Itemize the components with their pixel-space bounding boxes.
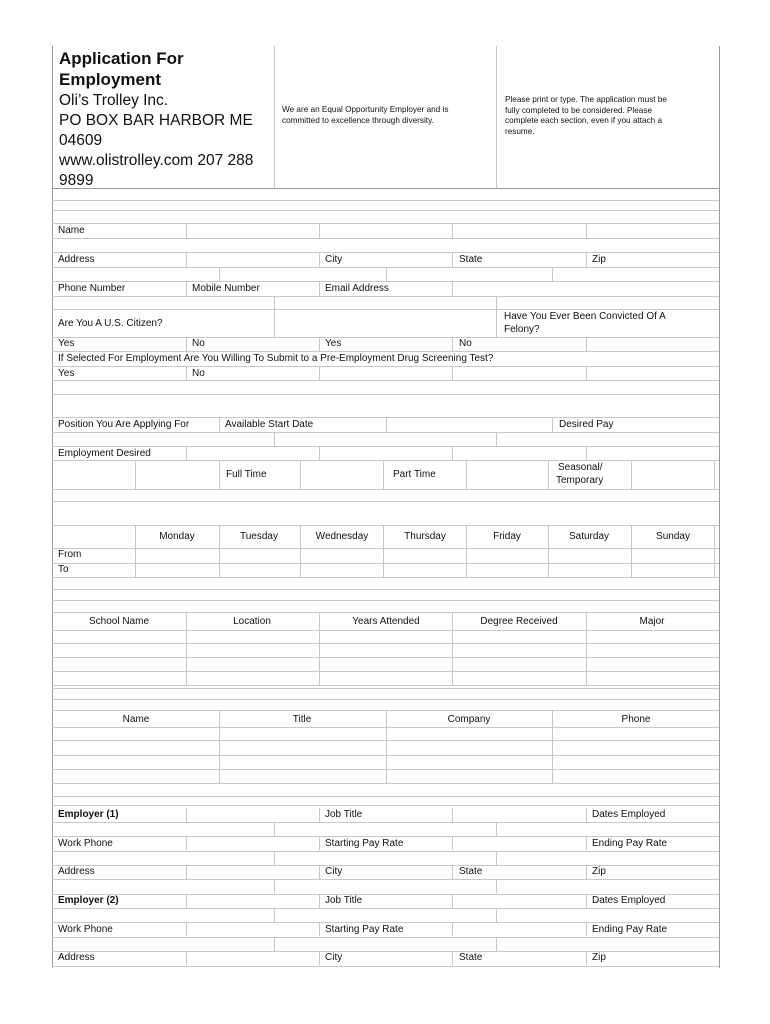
grid-line [186,337,187,351]
grid-line [452,922,453,936]
seasonal-option-line-2[interactable]: Temporary [556,475,604,486]
grid-line [219,460,220,489]
grid-line [496,309,497,337]
grid-line [319,612,320,685]
grid-line [714,525,715,577]
eoe-line-2: committed to excellence through diversity. [282,115,434,125]
grid-line [52,46,53,968]
grid-line [452,894,453,908]
grid-line [586,366,587,380]
grid-line [186,252,187,267]
day-saturday: Saturday [568,531,610,542]
grid-line [452,808,453,822]
employer-2-starting-pay-label: Starting Pay Rate [325,924,404,935]
grid-line [714,460,715,489]
grid-line [186,922,187,936]
ref-col-title: Title [292,714,312,725]
grid-line [274,296,275,309]
grid-line [452,836,453,850]
grid-line [52,238,719,239]
grid-line [319,366,320,380]
employer-2-ending-pay-label: Ending Pay Rate [592,924,668,935]
grid-line [319,808,320,822]
grid-line [586,894,587,908]
employer-2-work-phone-field[interactable] [186,923,318,937]
edu-col-years: Years Attended [352,616,420,627]
grid-line [52,577,719,578]
grid-line [52,460,719,461]
day-tuesday: Tuesday [240,531,278,542]
eoe-line-1: We are an Equal Opportunity Employer and is [282,105,449,114]
employer-1-address-field[interactable] [186,865,318,879]
grid-line [631,525,632,577]
grid-line [586,865,587,879]
employer-2-job-title-field[interactable] [452,894,584,908]
grid-line [319,337,320,351]
grid-line [52,525,719,526]
grid-line [274,879,275,893]
grid-line [52,657,719,658]
instructions-line-2: fully completed to be considered. Please [505,105,653,115]
mobile-field[interactable] [272,282,318,296]
grid-line [631,460,632,489]
grid-line [52,836,719,837]
grid-line [52,894,719,895]
grid-line [552,417,553,432]
grid-line [52,489,719,490]
grid-line [548,525,549,577]
grid-line [586,223,587,238]
mobile-label: Mobile Number [192,283,260,294]
employer-1-label: Employer (1) [58,809,119,820]
grid-line [52,210,719,211]
seasonal-option-line-1[interactable]: Seasonal/ [558,462,603,473]
zip-field[interactable] [612,253,718,267]
grid-line [52,937,719,938]
city-label: City [325,254,343,265]
employer-2-starting-pay-field[interactable] [452,923,584,937]
grid-line [548,460,549,489]
company-address-line-2: 04609 [59,132,103,149]
citizen-yes-option[interactable]: Yes [58,338,75,349]
felony-yes-option[interactable]: Yes [325,338,342,349]
grid-line [52,337,719,338]
grid-line [452,223,453,238]
grid-line [52,796,719,797]
address-field[interactable] [186,253,318,267]
grid-line [383,525,384,577]
grid-line [319,223,320,238]
grid-line [52,783,719,784]
grid-line [274,309,275,337]
grid-line [52,685,719,686]
grid-line [386,267,387,281]
felony-question-line-1: Have You Ever Been Convicted Of A [504,311,666,322]
grid-line [319,865,320,879]
employer-2-address-label: Address [58,952,95,963]
grid-line [186,808,187,822]
grid-line [586,922,587,936]
start-date-label: Available Start Date [225,419,314,430]
grid-line [135,525,136,577]
drug-test-no-option[interactable]: No [192,368,205,379]
grid-line [186,865,187,879]
grid-line [186,281,187,296]
company-address-line-1: PO BOX BAR HARBOR ME [59,112,253,129]
employer-1-city-label: City [325,866,343,877]
employment-desired-label: Employment Desired [58,448,151,459]
grid-line [452,446,453,460]
desired-pay-label: Desired Pay [559,419,614,430]
grid-line [52,380,719,381]
name-label: Name [58,225,85,236]
employer-2-address-field[interactable] [186,951,318,965]
grid-line [274,432,275,446]
grid-line [52,200,719,201]
employer-2-work-phone-label: Work Phone [58,924,113,935]
grid-line [186,223,187,238]
grid-line [466,525,467,577]
grid-line [586,612,587,685]
employer-2-label: Employer (2) [58,895,119,906]
grid-line [52,252,719,253]
grid-line [496,432,497,446]
grid-line [319,281,320,296]
grid-line [586,836,587,850]
grid-line [496,937,497,951]
employer-1-work-phone-label: Work Phone [58,838,113,849]
form-title-line-1: Application For [59,49,184,68]
grid-line [274,822,275,836]
grid-line [300,525,301,577]
day-thursday: Thursday [404,531,446,542]
email-label: Email Address [325,283,389,294]
eoe-statement [282,105,448,126]
phone-field[interactable] [140,282,184,296]
grid-line [219,417,220,432]
grid-line [52,446,719,447]
grid-line [386,710,387,783]
grid-line [319,446,320,460]
grid-line [452,281,453,296]
employer-1-address-label: Address [58,866,95,877]
grid-line [274,908,275,922]
employer-1-dates-label: Dates Employed [592,809,666,820]
company-web-phone-line-1: www.olistrolley.com 207 288 [59,152,254,169]
zip-label: Zip [592,254,606,265]
grid-line [383,460,384,489]
grid-line [52,296,719,297]
instructions-line-4: resume. [505,126,535,136]
grid-line [300,460,301,489]
grid-line [186,612,187,685]
grid-line [219,710,220,783]
grid-line [186,894,187,908]
grid-line [186,366,187,380]
desired-pay-field[interactable] [625,418,718,432]
employer-1-state-label: State [459,866,483,877]
grid-line [52,688,719,689]
grid-line [52,394,719,395]
employer-2-dates-label: Dates Employed [592,895,666,906]
employer-1-starting-pay-label: Starting Pay Rate [325,838,404,849]
city-field[interactable] [352,253,450,267]
employer-1-ending-pay-label: Ending Pay Rate [592,838,668,849]
employer-2-job-title-label: Job Title [325,895,363,906]
citizen-no-option[interactable]: No [192,338,205,349]
grid-line [586,252,587,267]
grid-line [452,252,453,267]
drug-test-question: If Selected For Employment Are You Willing To Submit to a Pre-Employment Drug Screening Test? [58,353,494,364]
form-title-line-2: Employment [59,70,162,89]
edu-col-major: Major [639,616,665,627]
edu-col-location: Location [233,616,271,627]
full-time-option[interactable]: Full Time [226,469,267,480]
grid-line [52,951,719,952]
instructions [505,95,667,137]
grid-line [52,643,719,644]
grid-line [496,822,497,836]
grid-line [319,894,320,908]
employer-1-job-title-field[interactable] [452,808,584,822]
grid-line [586,446,587,460]
grid-line [52,805,719,806]
email-field[interactable] [400,282,718,296]
grid-line [496,879,497,893]
grid-line [586,808,587,822]
grid-line [52,822,719,823]
state-field[interactable] [490,253,584,267]
grid-line [52,908,719,909]
grid-line [552,710,553,783]
from-label: From [58,549,82,560]
edu-col-degree: Degree Received [480,616,558,627]
address-label: Address [58,254,95,265]
grid-line [186,836,187,850]
grid-line [496,296,497,309]
grid-line [52,966,719,967]
form-title [59,48,269,90]
grid-line [452,612,453,685]
ref-col-company: Company [447,714,491,725]
employer-1-zip-label: Zip [592,866,606,877]
citizen-question: Are You A U.S. Citizen? [58,318,163,329]
grid-line [496,908,497,922]
grid-line [452,865,453,879]
grid-line [52,309,719,310]
grid-line [452,366,453,380]
employer-1-starting-pay-field[interactable] [452,837,584,851]
grid-line [52,851,719,852]
ref-col-phone: Phone [621,714,651,725]
grid-line [319,252,320,267]
employer-2-city-label: City [325,952,343,963]
edu-col-school: School Name [88,616,150,627]
to-label: To [58,564,69,575]
position-label: Position You Are Applying For [58,419,190,430]
grid-line [52,671,719,672]
grid-line [386,417,387,432]
grid-line [52,630,719,631]
grid-line [52,612,719,613]
instructions-line-1: Please print or type. The application must be [505,95,667,104]
grid-line [52,366,719,367]
felony-question-line-2: Felony? [504,324,540,335]
employer-1-job-title-label: Job Title [325,809,363,820]
grid-line [496,851,497,865]
grid-line [52,600,719,601]
grid-line [719,46,720,968]
grid-line [274,851,275,865]
phone-label: Phone Number [58,283,126,294]
grid-line [186,951,187,965]
grid-line [586,337,587,351]
grid-line [274,46,275,188]
grid-line [186,446,187,460]
grid-line [52,351,719,352]
grid-line [219,267,220,281]
grid-line [452,951,453,965]
day-sunday: Sunday [656,531,690,542]
grid-line [586,951,587,965]
employer-2-zip-label: Zip [592,952,606,963]
grid-line [52,501,719,502]
grid-line [274,937,275,951]
grid-line [52,865,719,866]
employer-1-field[interactable] [186,808,318,822]
felony-no-option[interactable]: No [459,338,472,349]
ref-col-name: Name [122,714,150,725]
grid-line [552,267,553,281]
grid-line [52,922,719,923]
grid-line [52,548,719,549]
grid-line [219,525,220,577]
part-time-option[interactable]: Part Time [393,469,436,480]
grid-line [52,281,719,282]
start-date-field[interactable] [386,418,546,432]
grid-line [52,563,719,564]
instructions-line-3: complete each section, even if you attach a [505,116,663,125]
employer-2-field[interactable] [186,894,318,908]
company-info [59,91,274,191]
grid-line [319,951,320,965]
day-wednesday: Wednesday [315,531,369,542]
employer-2-state-label: State [459,952,483,963]
drug-test-yes-option[interactable]: Yes [58,368,75,379]
grid-line [52,699,719,700]
grid-line [466,460,467,489]
grid-line [319,922,320,936]
grid-line [496,46,497,188]
grid-line [452,337,453,351]
grid-line [52,432,719,433]
grid-line [52,188,719,189]
company-web-phone-line-2: 9899 [59,172,94,189]
grid-line [52,879,719,880]
employer-1-work-phone-field[interactable] [186,837,318,851]
grid-line [52,223,719,224]
grid-line [135,460,136,489]
company-name: Oli’s Trolley Inc. [59,92,169,109]
grid-line [319,836,320,850]
grid-line [52,589,719,590]
day-friday: Friday [493,531,521,542]
state-label: State [459,254,483,265]
day-monday: Monday [159,531,195,542]
